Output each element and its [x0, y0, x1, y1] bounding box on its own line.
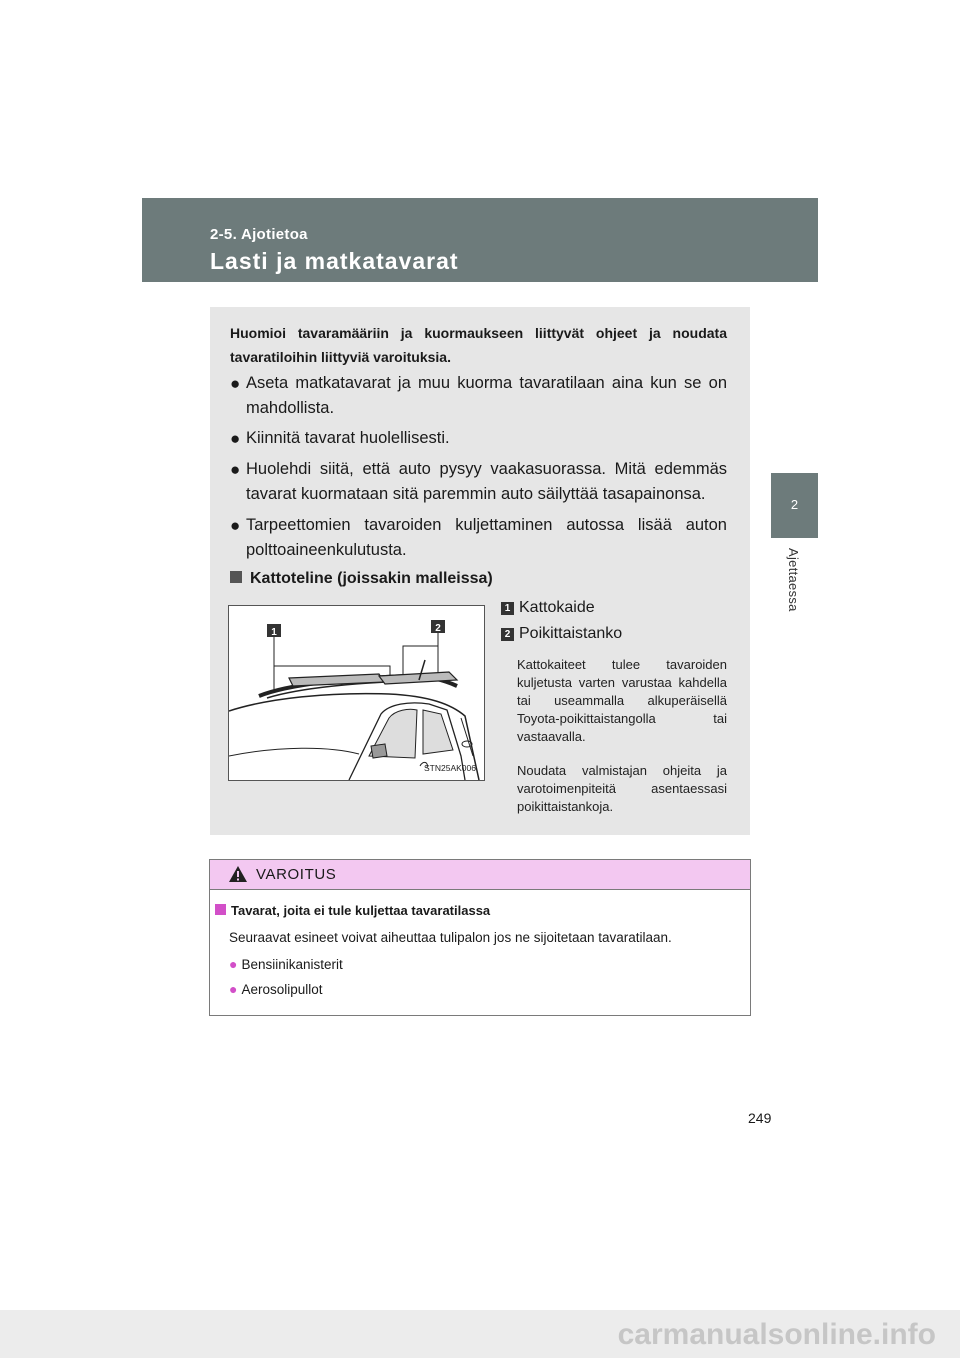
intro-text: Huomioi tavaramääriin ja kuormaukseen liittyvät ohjeet ja noudata tavaratiloihin liittyviä varoituksia. [230, 325, 727, 365]
bullet-dot-icon: ● [229, 981, 238, 997]
warning-box [209, 859, 751, 1016]
square-bullet-icon [230, 571, 242, 583]
warning-title: VAROITUS [256, 866, 337, 883]
warning-list-item: ● Bensiinikanisterit [229, 956, 343, 972]
roof-rack-heading: Kattoteline (joissakin malleissa) [230, 570, 493, 588]
chapter-tab [771, 473, 818, 538]
number-badge: 1 [501, 602, 514, 615]
bullet-item [230, 426, 727, 451]
legend-item-roof-rail: 1 Kattokaide [501, 599, 595, 617]
bullet-dot-icon: ● [230, 374, 241, 393]
chapter-tab-label: Ajettaessa [786, 548, 801, 612]
roof-rack-figure [228, 605, 485, 781]
square-bullet-icon [215, 904, 226, 915]
bullet-text: Aseta matkatavarat ja muu kuorma tavaratilaan aina kun se on mahdollista. [246, 374, 727, 417]
legend-item-cross-bar: 2 Poikittaistanko [501, 625, 622, 643]
page-title: Lasti ja matkatavarat [210, 248, 459, 274]
car-roof-illustration [229, 606, 484, 780]
bullet-text: Tarpeettomien tavaroiden kuljettaminen autossa lisää auton polttoaineenkulutusta. [246, 516, 727, 559]
warning-text: Seuraavat esineet voivat aiheuttaa tulipalon jos ne sijoitetaan tavaratilaan. [229, 930, 672, 945]
warning-list-item: ● Aerosolipullot [229, 981, 323, 997]
chapter-tab-number: 2 [790, 497, 799, 512]
warning-triangle-icon [228, 865, 248, 883]
callout-2-label: 2 [435, 623, 441, 634]
page-number: 249 [748, 1110, 772, 1126]
bullet-text: Kiinnitä tavarat huolellisesti. [246, 429, 450, 447]
bullet-text: Huolehdi siitä, että auto pysyy vaakasuorassa. Mitä edemmäs tavarat kuormataan sitä paremmin auto säilyttää tasapainonsa. [246, 460, 727, 503]
warning-header [210, 860, 750, 890]
roof-rail-description: Kattokaiteet tulee tavaroiden kuljetusta varten varustaa kahdella tai useammalla alkuperäisellä Toyota-poikittaistangolla tai vastaavalla. [517, 657, 727, 744]
section-label: 2-5. Ajotietoa [210, 226, 308, 243]
bullet-item [230, 371, 727, 421]
figure-code: STN25AK006 [424, 763, 476, 773]
number-badge: 2 [501, 628, 514, 641]
bullet-dot-icon: ● [230, 516, 241, 535]
bullet-dot-icon: ● [230, 429, 241, 448]
bullet-item [230, 513, 727, 563]
watermark-text: carmanualsonline.info [617, 1318, 936, 1351]
bullet-item [230, 457, 727, 507]
info-box [210, 307, 750, 835]
cross-bar-instruction: Noudata valmistajan ohjeita ja varotoimenpiteitä asentaessasi poikittaistankoja. [517, 763, 727, 814]
callout-1-label: 1 [271, 627, 277, 638]
bullet-dot-icon: ● [229, 956, 238, 972]
watermark-bar [0, 1310, 960, 1358]
bullet-dot-icon: ● [230, 460, 241, 479]
warning-subheading: Tavarat, joita ei tule kuljettaa tavaratilassa [215, 903, 490, 918]
